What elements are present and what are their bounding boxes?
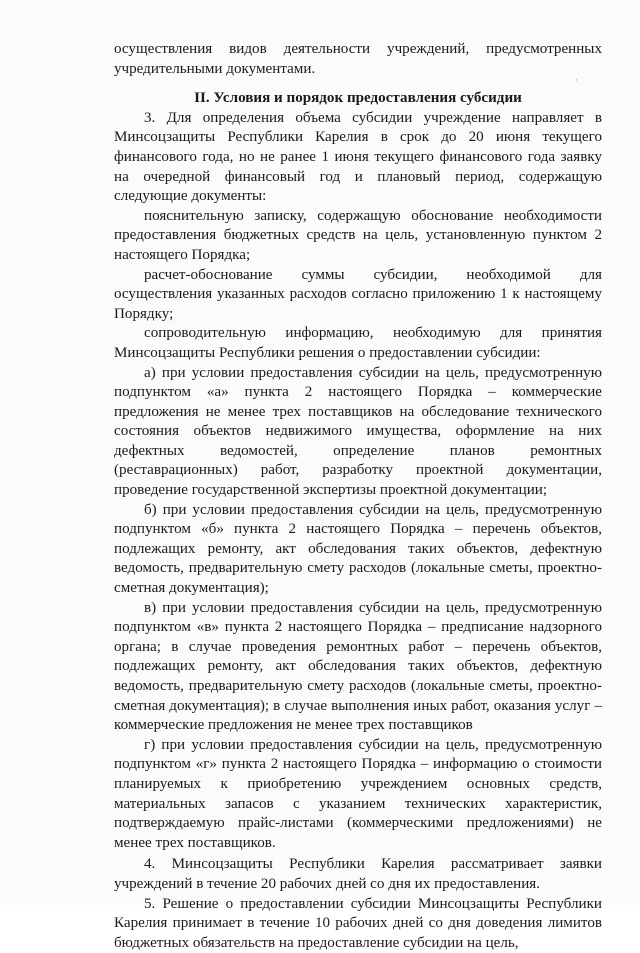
intro-paragraph: осуществления видов деятельности учреждений, предусмотренных учредительными документами. — [114, 41, 602, 77]
document-text — [114, 40, 602, 953]
paragraph-calculation: расчет-обоснование суммы субсидии, необходимой для осуществления указанных расходов согласно приложению 1 к настоящему Порядку; — [114, 266, 602, 322]
paragraph-explanatory-note: пояснительную записку, содержащую обоснование необходимости предоставления бюджетных средств на цель, установленную пунктом 2 настоящего Порядка; — [114, 207, 602, 263]
paragraph-5: 5. Решение о предоставлении субсидии Минсоцзащиты Республики Карелия принимает в течение 10 рабочих дней со дня доведения лимитов бюджетных обязательств на предоставление субсидии на цель, — [114, 895, 602, 951]
paragraph-4: 4. Минсоцзащиты Республики Карелия рассматривает заявки учреждений в течение 20 рабочих дней со дня их предоставления. — [114, 856, 602, 892]
paragraph-a: а) при условии предоставления субсидии на цель, предусмотренную подпунктом «а» пункта 2 настоящего Порядка – коммерческие предложения не менее трех поставщиков на обследование технического состояния объектов недвижимого имущества, оформление на них дефектных ведомостей, определение планов ремонтных (реставрационных) работ, разработку проектной документации, проведение государственной экспертизы проектной документации; — [114, 364, 602, 499]
paragraph-g: г) при условии предоставления субсидии на цель, предусмотренную подпунктом «г» пункта 2 настоящего Порядка – информацию о стоимости планируемых к приобретению учреждением основных средств, материальных запасов с указанием технических характеристик, подтверждаемую прайс-листами (коммерческими предложениями) не менее трех поставщиков. — [114, 736, 602, 851]
scan-speck: · — [575, 76, 578, 86]
section-title: II. Условия и порядок предоставления субсидии — [194, 90, 522, 107]
paragraph-b: б) при условии предоставления субсидии на цель, предусмотренную подпунктом «б» пункта 2 настоящего Порядка – перечень объектов, подлежащих ремонту, акт обследования таких объектов, дефектную ведомость, предварительную смету расходов (локальные сметы, проектно-сметная документация); — [114, 501, 602, 597]
paragraph-v: в) при условии предоставления субсидии на цель, предусмотренную подпунктом «в» пункта 2 настоящего Порядка – предписание надзорного органа; в случае проведения ремонтных работ – перечень объектов, подлежащих ремонту, акт обследования таких объектов, дефектную ведомость, предварительную смету расходов (локальные сметы, проектно-сметная документация); в случае выполнения иных работ, оказания услуг – коммерческие предложения не менее трех поставщиков — [114, 599, 602, 734]
paragraph-3: 3. Для определения объема субсидии учреждение направляет в Минсоцзащиты Республики Карелия в срок до 20 июня текущего финансового года, но не ранее 1 июня текущего финансового года заявку на очередной финансовый год и плановый период, содержащую следующие документы: — [114, 109, 602, 205]
paragraph-accompanying-info: сопроводительную информацию, необходимую для принятия Минсоцзащиты Республики решения о предоставлении субсидии: — [114, 325, 602, 361]
